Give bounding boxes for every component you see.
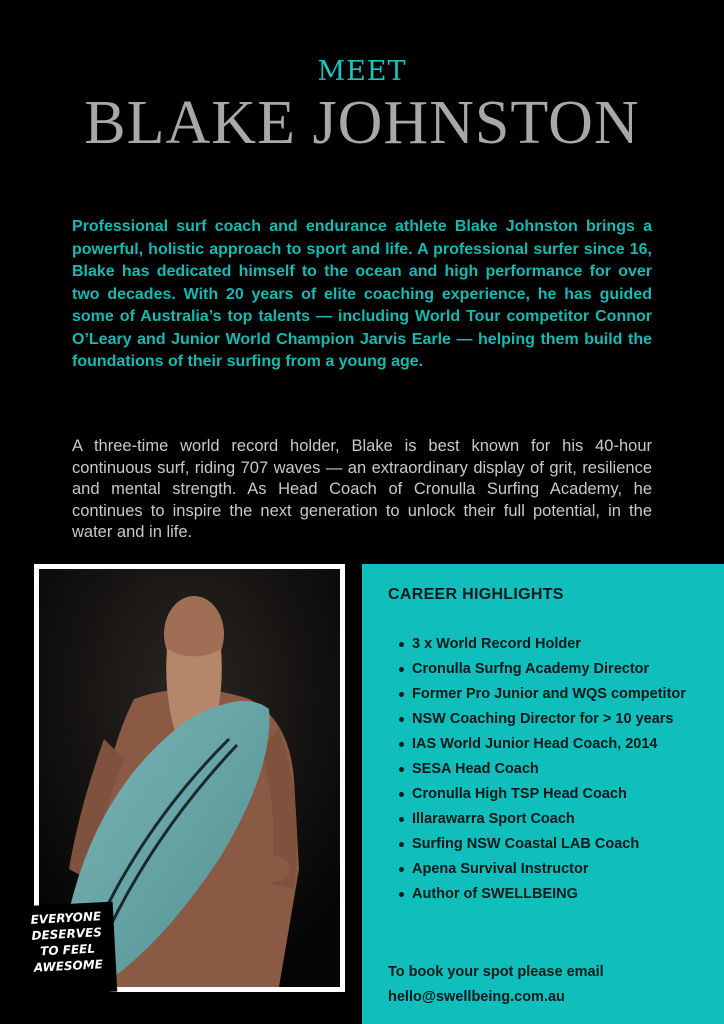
meet-heading: MEET <box>317 56 407 87</box>
highlights-list <box>388 632 724 907</box>
career-highlights-panel <box>362 564 724 1024</box>
list-item: IAS World Junior Head Coach, 2014 <box>412 732 724 757</box>
slogan-line: TO FEEL <box>39 941 96 959</box>
slogan-line: AWESOME <box>33 957 104 975</box>
list-item: Cronulla High TSP Head Coach <box>412 782 724 807</box>
slogan-line: EVERYONE <box>30 909 102 927</box>
list-item: Illarawarra Sport Coach <box>412 807 724 832</box>
list-item: Surfing NSW Coastal LAB Coach <box>412 832 724 857</box>
page-title: BLAKE JOHNSTON <box>84 89 640 157</box>
list-item: Former Pro Junior and WQS competitor <box>412 682 724 707</box>
booking-info <box>388 960 604 1010</box>
slogan-line: DESERVES <box>31 925 103 943</box>
booking-text: To book your spot please email <box>388 964 604 980</box>
bio-paragraph: A three-time world record holder, Blake is best known for his 40-hour continuous surf, riding 707 waves — an extraordinary display of grit, resilience and mental strength. As Head Coach of Cronulla Surfing Academy, he continues to inspire the next generation to unlock their full potential, in the water and in life. <box>72 437 652 541</box>
list-item: SESA Head Coach <box>412 757 724 782</box>
highlights-title: CAREER HIGHLIGHTS <box>388 586 564 603</box>
list-item: Cronulla Surfng Academy Director <box>412 657 724 682</box>
list-item: Author of SWELLBEING <box>412 882 724 907</box>
list-item: Apena Survival Instructor <box>412 857 724 882</box>
list-item: 3 x World Record Holder <box>412 632 724 657</box>
list-item: NSW Coaching Director for > 10 years <box>412 707 724 732</box>
booking-email[interactable]: hello@swellbeing.com.au <box>388 989 565 1005</box>
intro-paragraph: Professional surf coach and endurance athlete Blake Johnston brings a powerful, holistic approach to sport and life. A professional surfer since 16, Blake has dedicated himself to the ocean and high performance for over two decades. With 20 years of elite coaching experience, he has guided some of Australia’s top talents — including World Tour competitor Connor O’Leary and Junior World Champion Jarvis Earle — helping them build the foundations of their surfing from a young age. <box>72 218 652 370</box>
slogan-badge <box>18 902 118 997</box>
